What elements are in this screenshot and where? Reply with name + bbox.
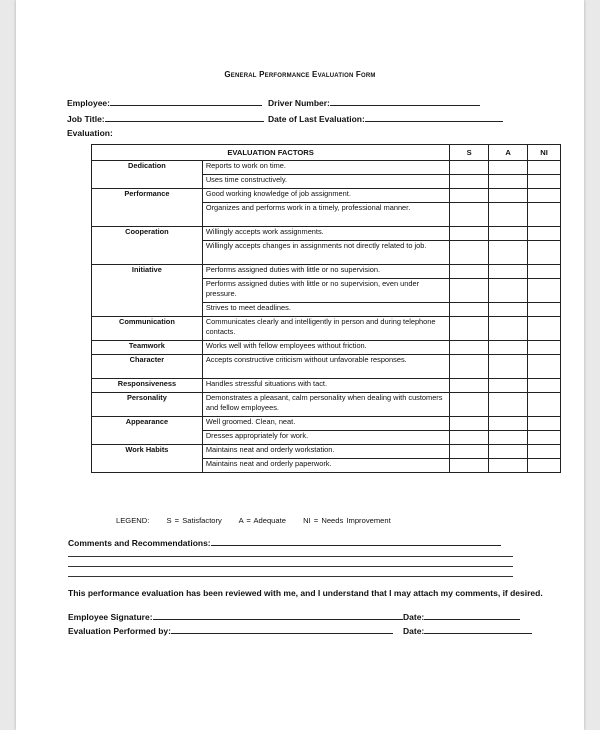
rating-s-cell[interactable] (450, 303, 489, 317)
rating-ni-cell[interactable] (528, 341, 561, 355)
performed-by-label: Evaluation Performed by: (68, 626, 171, 636)
row-description: Communicates clearly and intelligently in person and during telephone contacts. (202, 317, 449, 341)
row-description: Maintains neat and orderly paperwork. (202, 459, 449, 473)
driver-number-row (268, 97, 480, 108)
factor-personality: Personality (92, 393, 203, 417)
rating-a-cell[interactable] (489, 161, 528, 175)
performed-date-label: Date: (403, 626, 425, 636)
header-a: A (489, 145, 528, 161)
factor-performance: Performance (92, 189, 203, 227)
rating-a-cell[interactable] (489, 355, 528, 379)
job-title-input-line[interactable] (105, 113, 264, 122)
comments-line[interactable] (68, 566, 513, 567)
rating-ni-cell[interactable] (528, 265, 561, 279)
row-description: Demonstrates a pleasant, calm personality when dealing with customers and fellow employees. (202, 393, 449, 417)
header-evaluation-factors: EVALUATION FACTORS (92, 145, 450, 161)
row-description: Willingly accepts changes in assignments not directly related to job. (202, 241, 449, 265)
rating-ni-cell[interactable] (528, 445, 561, 459)
comments-line[interactable] (68, 576, 513, 577)
row-description: Strives to meet deadlines. (202, 303, 449, 317)
rating-a-cell[interactable] (489, 379, 528, 393)
legend (116, 516, 405, 525)
table-row (92, 341, 561, 355)
employee-label: Employee: (67, 98, 110, 108)
employee-date-line[interactable] (424, 611, 520, 620)
driver-number-label: Driver Number: (268, 98, 330, 108)
employee-date-row (403, 611, 520, 622)
factor-cooperation: Cooperation (92, 227, 203, 265)
rating-a-cell[interactable] (489, 459, 528, 473)
rating-ni-cell[interactable] (528, 431, 561, 445)
rating-s-cell[interactable] (450, 279, 489, 303)
row-description: Well groomed. Clean, neat. (202, 417, 449, 431)
employee-signature-line[interactable] (153, 611, 403, 620)
employee-signature-row (68, 611, 403, 622)
table-row (92, 379, 561, 393)
rating-a-cell[interactable] (489, 265, 528, 279)
rating-s-cell[interactable] (450, 379, 489, 393)
rating-ni-cell[interactable] (528, 317, 561, 341)
rating-s-cell[interactable] (450, 431, 489, 445)
rating-ni-cell[interactable] (528, 241, 561, 265)
performed-date-line[interactable] (424, 625, 532, 634)
rating-s-cell[interactable] (450, 341, 489, 355)
table-row (92, 189, 561, 203)
rating-ni-cell[interactable] (528, 379, 561, 393)
rating-ni-cell[interactable] (528, 227, 561, 241)
last-eval-label: Date of Last Evaluation: (268, 114, 365, 124)
table-row (92, 265, 561, 279)
form-title: General Performance Evaluation Form (224, 70, 376, 79)
table-row (92, 417, 561, 431)
rating-a-cell[interactable] (489, 227, 528, 241)
table-row (92, 161, 561, 175)
rating-s-cell[interactable] (450, 393, 489, 417)
rating-a-cell[interactable] (489, 175, 528, 189)
rating-a-cell[interactable] (489, 279, 528, 303)
performed-date-row (403, 625, 532, 636)
form-page (16, 0, 584, 730)
job-title-label: Job Title: (67, 114, 105, 124)
row-description: Organizes and performs work in a timely, professional manner. (202, 203, 449, 227)
employee-input-line[interactable] (110, 97, 262, 106)
rating-s-cell[interactable] (450, 203, 489, 227)
rating-ni-cell[interactable] (528, 161, 561, 175)
header-ni: NI (528, 145, 561, 161)
factor-responsiveness: Responsiveness (92, 379, 203, 393)
row-description: Reports to work on time. (202, 161, 449, 175)
rating-ni-cell[interactable] (528, 393, 561, 417)
last-eval-input-line[interactable] (365, 113, 503, 122)
comments-label: Comments and Recommendations: (68, 538, 211, 548)
employee-field-row (67, 97, 262, 108)
table-row (92, 227, 561, 241)
row-description: Willingly accepts work assignments. (202, 227, 449, 241)
rating-ni-cell[interactable] (528, 189, 561, 203)
evaluation-label: Evaluation: (67, 128, 113, 138)
factor-appearance: Appearance (92, 417, 203, 445)
rating-a-cell[interactable] (489, 445, 528, 459)
performed-by-line[interactable] (171, 625, 393, 634)
rating-s-cell[interactable] (450, 445, 489, 459)
row-description: Dresses appropriately for work. (202, 431, 449, 445)
last-eval-row (268, 113, 503, 124)
rating-s-cell[interactable] (450, 459, 489, 473)
rating-s-cell[interactable] (450, 241, 489, 265)
rating-ni-cell[interactable] (528, 459, 561, 473)
rating-a-cell[interactable] (489, 341, 528, 355)
legend-a: A = Adequate (238, 516, 286, 525)
row-description: Accepts constructive criticism without unfavorable responses. (202, 355, 449, 379)
rating-a-cell[interactable] (489, 203, 528, 227)
rating-a-cell[interactable] (489, 431, 528, 445)
legend-ni: NI = Needs Improvement (303, 516, 391, 525)
employee-date-label: Date: (403, 612, 425, 622)
row-description: Maintains neat and orderly workstation. (202, 445, 449, 459)
employee-signature-label: Employee Signature: (68, 612, 153, 622)
rating-ni-cell[interactable] (528, 303, 561, 317)
factor-teamwork: Teamwork (92, 341, 203, 355)
comments-row (68, 537, 501, 548)
row-description: Performs assigned duties with little or no supervision. (202, 265, 449, 279)
rating-s-cell[interactable] (450, 227, 489, 241)
evaluation-table (91, 144, 561, 473)
factor-character: Character (92, 355, 203, 379)
rating-s-cell[interactable] (450, 355, 489, 379)
row-description: Good working knowledge of job assignment. (202, 189, 449, 203)
job-title-row (67, 113, 264, 124)
factor-communication: Communication (92, 317, 203, 341)
rating-ni-cell[interactable] (528, 175, 561, 189)
row-description: Uses time constructively. (202, 175, 449, 189)
table-header-row (92, 145, 561, 161)
factor-work-habits: Work Habits (92, 445, 203, 473)
legend-s: S = Satisfactory (166, 516, 222, 525)
performed-by-row (68, 625, 393, 636)
rating-ni-cell[interactable] (528, 203, 561, 227)
rating-s-cell[interactable] (450, 317, 489, 341)
rating-s-cell[interactable] (450, 175, 489, 189)
header-s: S (450, 145, 489, 161)
legend-label: LEGEND: (116, 516, 150, 525)
acknowledgement-text: This performance evaluation has been reviewed with me, and I understand that I may attach my comments, if desired. (68, 588, 543, 598)
rating-ni-cell[interactable] (528, 279, 561, 303)
rating-a-cell[interactable] (489, 417, 528, 431)
driver-number-input-line[interactable] (330, 97, 480, 106)
rating-a-cell[interactable] (489, 241, 528, 265)
table-row (92, 393, 561, 417)
rating-s-cell[interactable] (450, 265, 489, 279)
rating-s-cell[interactable] (450, 189, 489, 203)
table-row (92, 355, 561, 379)
comments-input-line[interactable] (211, 537, 501, 546)
comments-line[interactable] (68, 556, 513, 557)
factor-initiative: Initiative (92, 265, 203, 317)
row-description: Works well with fellow employees without friction. (202, 341, 449, 355)
rating-ni-cell[interactable] (528, 417, 561, 431)
rating-a-cell[interactable] (489, 189, 528, 203)
rating-a-cell[interactable] (489, 303, 528, 317)
rating-ni-cell[interactable] (528, 355, 561, 379)
factor-dedication: Dedication (92, 161, 203, 189)
row-description: Handles stressful situations with tact. (202, 379, 449, 393)
table-row (92, 317, 561, 341)
rating-a-cell[interactable] (489, 393, 528, 417)
rating-s-cell[interactable] (450, 161, 489, 175)
rating-s-cell[interactable] (450, 417, 489, 431)
rating-a-cell[interactable] (489, 317, 528, 341)
row-description: Performs assigned duties with little or no supervision, even under pressure. (202, 279, 449, 303)
table-row (92, 445, 561, 459)
